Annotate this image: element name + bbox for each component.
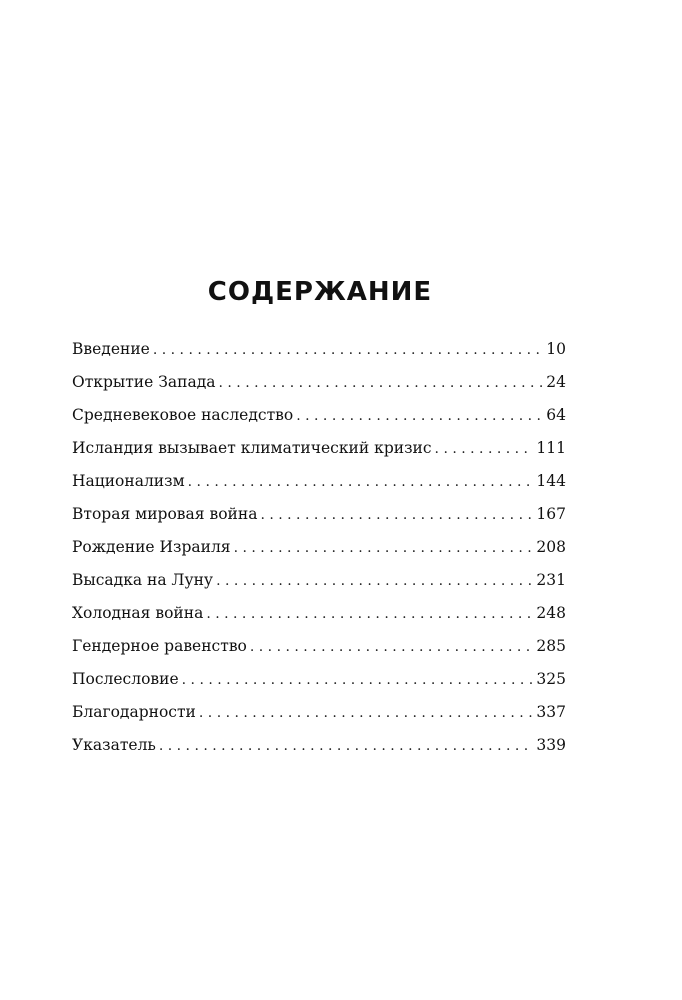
toc-entry-page-number: 64 — [546, 406, 566, 424]
dot-leader — [234, 536, 534, 560]
toc-entry — [72, 403, 566, 436]
toc-entry — [72, 634, 566, 667]
dot-leader — [153, 338, 543, 362]
toc-entry — [72, 700, 566, 733]
toc-entry-title: Национализм — [72, 472, 185, 490]
toc-entry-page-number: 325 — [536, 670, 566, 688]
toc-entry-title: Открытие Запада — [72, 373, 216, 391]
toc-entry-title: Рождение Израиля — [72, 538, 231, 556]
toc-entry-title: Благодарности — [72, 703, 196, 721]
toc-entry-title: Холодная война — [72, 604, 204, 622]
toc-entry-title: Введение — [72, 340, 150, 358]
toc-entry-page-number: 10 — [546, 340, 566, 358]
toc-entry — [72, 337, 566, 370]
toc-entry-page-number: 111 — [536, 439, 566, 457]
dot-leader — [182, 668, 534, 692]
toc-entry-page-number: 231 — [536, 571, 566, 589]
dot-leader — [206, 602, 533, 626]
toc-entry-page-number: 24 — [546, 373, 566, 391]
toc-entry-page-number: 167 — [536, 505, 566, 523]
dot-leader — [296, 404, 543, 428]
toc-entry-title: Послесловие — [72, 670, 179, 688]
toc-entry-title: Вторая мировая война — [72, 505, 258, 523]
dot-leader — [250, 635, 534, 659]
toc-entry-page-number: 285 — [536, 637, 566, 655]
dot-leader — [199, 701, 534, 725]
toc-entry-page-number: 208 — [536, 538, 566, 556]
toc-entry-title: Средневековое наследство — [72, 406, 294, 424]
toc-entry — [72, 601, 566, 634]
dot-leader — [159, 734, 534, 758]
dot-leader — [260, 503, 533, 527]
toc-entry-title: Высадка на Луну — [72, 571, 214, 589]
table-of-contents — [72, 337, 566, 766]
toc-entry-page-number: 339 — [536, 736, 566, 754]
toc-entry — [72, 733, 566, 766]
toc-entry-page-number: 337 — [536, 703, 566, 721]
dot-leader — [219, 371, 544, 395]
toc-entry-title: Указатель — [72, 736, 156, 754]
toc-entry — [72, 535, 566, 568]
toc-entry — [72, 469, 566, 502]
toc-entry — [72, 370, 566, 403]
dot-leader — [188, 470, 534, 494]
toc-entry — [72, 502, 566, 535]
toc-entry-title: Гендерное равенство — [72, 637, 247, 655]
dot-leader — [435, 437, 534, 461]
toc-entry-page-number: 144 — [536, 472, 566, 490]
page-title: СОДЕРЖАНИЕ — [207, 277, 433, 307]
toc-entry-page-number: 248 — [536, 604, 566, 622]
toc-entry — [72, 667, 566, 700]
toc-entry — [72, 568, 566, 601]
toc-entry-title: Исландия вызывает климатический кризис — [72, 439, 432, 457]
toc-entry — [72, 436, 566, 469]
dot-leader — [216, 569, 533, 593]
